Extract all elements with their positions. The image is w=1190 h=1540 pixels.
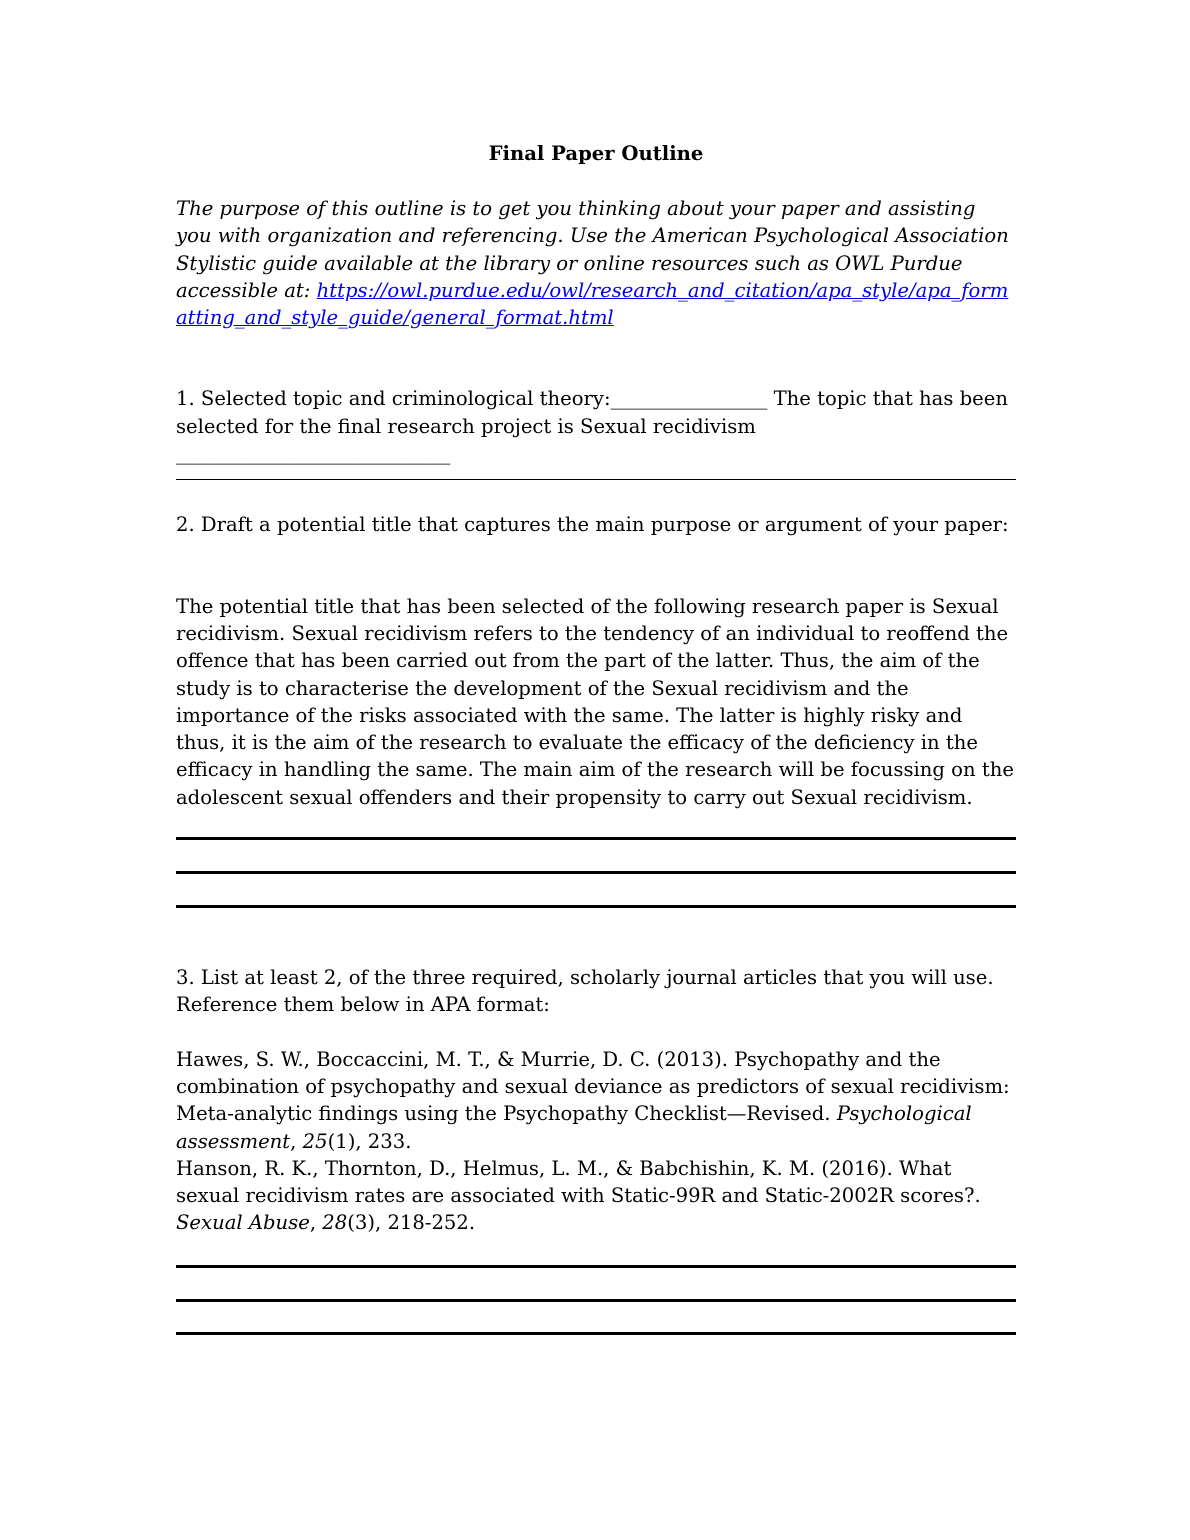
reference-1-journal: Psychological assessment <box>176 1102 972 1153</box>
reference-1-sep: , <box>290 1129 303 1153</box>
reference-2-sep: , <box>309 1211 323 1235</box>
reference-2-journal: Sexual Abuse <box>176 1211 310 1235</box>
answer-rule-1 <box>176 837 1016 840</box>
question-1 <box>176 385 1016 467</box>
question-2-answer: The potential title that has been selected of the following research paper is Sexual recidivism. Sexual recidivism refers to the tendency of an individual to reoffend the offence that has been carried out from the part of the latter. Thus, the aim of the study is to characterise the development of the Sexual recidivism and the importance of the risks associated with the same. The latter is highly risky and thus, it is the aim of the research to evaluate the efficacy of the deficiency in the efficacy in handling the same. The main aim of the research will be focussing on the adolescent sexual offenders and their propensity to carry out Sexual recidivism. <box>176 594 1014 809</box>
reference-rule-2 <box>176 1299 1016 1302</box>
question-1-blank-end: ____________________________ <box>176 442 451 466</box>
answer-blank-line <box>176 479 1016 480</box>
reference-2-rest: (3), 218-252. <box>347 1211 476 1235</box>
question-1-blank: ________________ <box>610 387 768 411</box>
answer-rule-2 <box>176 871 1016 874</box>
answer-rule-3 <box>176 905 1016 908</box>
reference-1-text: Hawes, S. W., Boccaccini, M. T., & Murrie, D. C. (2013). Psychopathy and the combination of psychopathy and sexual deviance as predictors of sexual recidivism: Meta-analytic findings using the Psychopathy Checklist—Revised. <box>176 1047 1010 1126</box>
reference-2-text: Hanson, R. K., Thornton, D., Helmus, L. M., & Babchishin, K. M. (2016). What sexual recidivism rates are associated with Static-99R and Static-2002R scores?. <box>176 1156 981 1208</box>
reference-rule-3 <box>176 1332 1016 1335</box>
page-title: Final Paper Outline <box>488 142 704 165</box>
reference-1-volume: 25 <box>302 1129 328 1153</box>
question-1-prompt: 1. Selected topic and criminological theory: <box>176 387 611 411</box>
reference-2 <box>176 1155 1016 1237</box>
intro-text: The purpose of this outline is to get you thinking about your paper and assisting you with organization and referencing. Use the American Psychological Association Stylistic guide available at the library or online resources such as OWL Purdue accessible at: <box>176 197 1009 302</box>
intro-paragraph <box>176 195 1016 331</box>
reference-rule-1 <box>176 1265 1016 1268</box>
question-1-answer: The topic that has been selected for the final research project is Sexual recidivism <box>176 387 1008 438</box>
document-body <box>176 140 1016 1335</box>
question-2-prompt: 2. Draft a potential title that captures the main purpose or argument of your paper: <box>176 513 1009 537</box>
reference-2-volume: 28 <box>322 1211 348 1235</box>
reference-1 <box>176 1046 1016 1155</box>
owl-purdue-link[interactable]: https://owl.purdue.edu/owl/research_and_citation/apa_style/apa_formatting_and_style_guide/general_format.html <box>176 278 1009 330</box>
question-3-prompt: 3. List at least 2, of the three required, scholarly journal articles that you will use. Reference them below in APA format: <box>176 966 994 1017</box>
reference-1-rest: (1), 233. <box>327 1129 412 1153</box>
